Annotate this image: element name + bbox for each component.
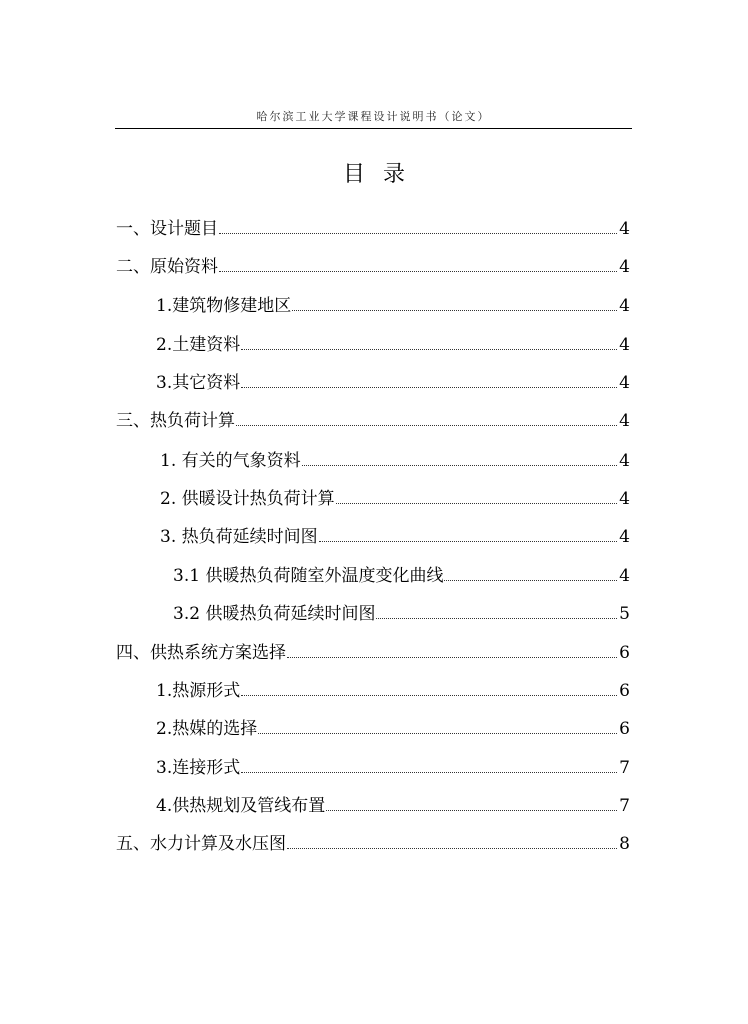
dot-leader: [236, 424, 617, 426]
toc-entry[interactable]: [173, 565, 630, 587]
toc-entry-page: 4: [619, 335, 630, 355]
toc-entry[interactable]: [156, 795, 630, 817]
dot-leader: [319, 540, 618, 542]
toc-entry[interactable]: [156, 718, 630, 740]
toc-entry-page: 7: [619, 758, 630, 778]
toc-entry[interactable]: [156, 372, 630, 394]
dot-leader: [241, 386, 617, 388]
dot-leader: [241, 694, 617, 696]
dot-leader: [219, 232, 617, 234]
toc-entry[interactable]: [116, 642, 630, 664]
toc-entry[interactable]: [116, 218, 630, 240]
toc-entry[interactable]: [116, 410, 630, 432]
dot-leader: [287, 847, 617, 849]
toc-entry[interactable]: [156, 757, 630, 779]
toc-entry-label: 1. 有关的气象资料: [160, 451, 301, 471]
dot-leader: [336, 502, 618, 504]
dot-leader: [241, 771, 617, 773]
dot-leader: [444, 579, 617, 581]
toc-entry-page: 8: [619, 834, 630, 854]
toc-entry-label: 一、设计题目: [116, 219, 218, 239]
toc-entry-label: 3. 热负荷延续时间图: [160, 527, 318, 547]
toc-entry[interactable]: [116, 256, 630, 278]
toc-entry-label: 3.连接形式: [156, 758, 241, 778]
toc-title: 目录: [342, 162, 423, 187]
toc-entry-page: 4: [619, 296, 630, 316]
toc-entry-page: 4: [619, 451, 630, 471]
toc-entry-page: 4: [619, 373, 630, 393]
toc-entry-label: 五、水力计算及水压图: [116, 834, 286, 854]
toc-entry-page: 4: [619, 219, 630, 239]
dot-leader: [287, 656, 617, 658]
toc-entry-label: 2.土建资料: [156, 335, 241, 355]
toc-entry[interactable]: [160, 450, 630, 472]
toc-entry[interactable]: [156, 334, 630, 356]
toc-entry-page: 6: [619, 681, 630, 701]
toc-entry[interactable]: [160, 526, 630, 548]
toc-entry-label: 2. 供暖设计热负荷计算: [160, 489, 335, 509]
page-header: 哈尔滨工业大学课程设计说明书（论文）: [256, 110, 491, 123]
toc-entry-label: 2.热媒的选择: [156, 719, 258, 739]
toc-entry-page: 4: [619, 527, 630, 547]
toc-entry-page: 4: [619, 411, 630, 431]
toc-entry[interactable]: [173, 603, 630, 625]
toc-entry-label: 二、原始资料: [116, 257, 218, 277]
toc-entry-label: 3.2 供暖热负荷延续时间图: [173, 604, 376, 624]
toc-entry-label: 4.供热规划及管线布置: [156, 796, 326, 816]
toc-entry-label: 1.热源形式: [156, 681, 241, 701]
toc-entry-page: 4: [619, 257, 630, 277]
toc-entry-page: 4: [619, 489, 630, 509]
dot-leader: [376, 617, 617, 619]
dot-leader: [326, 809, 617, 811]
toc-entry-page: 6: [619, 643, 630, 663]
dot-leader: [258, 732, 617, 734]
toc-entry-page: 5: [619, 604, 630, 624]
toc-entry-page: 4: [619, 566, 630, 586]
toc-entry[interactable]: [116, 833, 630, 855]
toc-entry[interactable]: [156, 680, 630, 702]
toc-entry[interactable]: [156, 295, 630, 317]
toc-entry-label: 三、热负荷计算: [116, 411, 235, 431]
toc-entry-label: 3.其它资料: [156, 373, 241, 393]
dot-leader: [219, 270, 617, 272]
toc-entry-page: 6: [619, 719, 630, 739]
dot-leader: [302, 464, 618, 466]
dot-leader: [241, 348, 617, 350]
dot-leader: [292, 309, 617, 311]
toc-entry-label: 1.建筑物修建地区: [156, 296, 292, 316]
toc-entry-page: 7: [619, 796, 630, 816]
toc-entry-label: 3.1 供暖热负荷随室外温度变化曲线: [173, 566, 444, 586]
toc-entry[interactable]: [160, 488, 630, 510]
toc-entry-label: 四、供热系统方案选择: [116, 643, 286, 663]
